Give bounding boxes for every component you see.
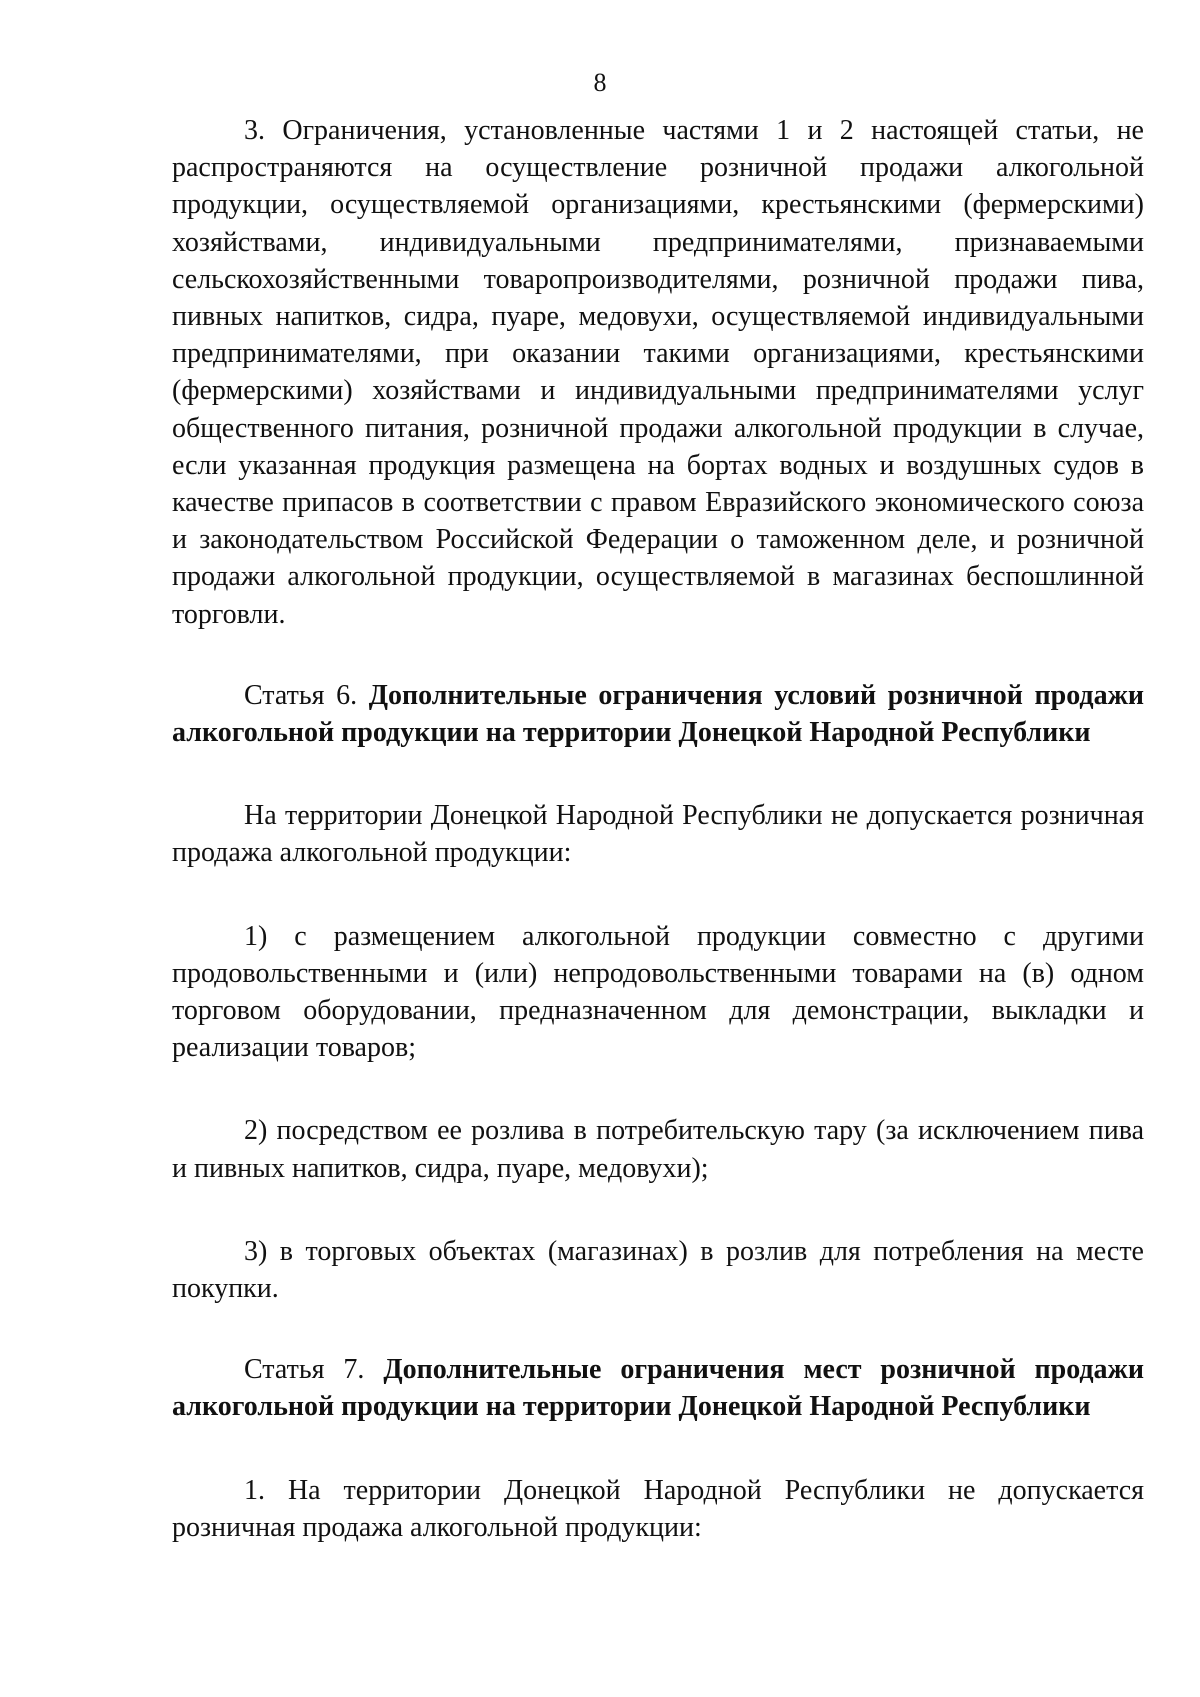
article-6-label: Статья 6.	[244, 679, 358, 711]
paragraph-article7-part1: 1. На территории Донецкой Народной Республики не допускается розничная продажа алкогольной продукции:	[172, 1474, 1144, 1543]
paragraph-article5-part3: 3. Ограничения, установленные частями 1 и 2 настоящей статьи, не распространяются на осуществление розничной продажи алкогольной продукции, осуществляемой организациями, крестьянскими (фермерскими) хозяйствами, индивидуальными предпринимателями, признаваемыми сельскохозяйственными товаропроизводителями, розничной продажи пива, пивных напитков, сидра, пуаре, медовухи, осуществляемой индивидуальными предпринимателями, при оказании такими организациями, крестьянскими (фермерскими) хозяйствами и индивидуальными предпринимателями услуг общественного питания, розничной продажи алкогольной продукции в случае, если указанная продукция размещена на бортах водных и воздушных судов в качестве припасов в соответствии с правом Евразийского экономического союза и законодательством Российской Федерации о таможенном деле, и розничной продажи алкогольной продукции, осуществляемой в магазинах беспошлинной торговли.	[172, 115, 1144, 630]
article-6-heading	[172, 677, 1144, 751]
article-7-title: Дополнительные ограничения мест розничной продажи алкогольной продукции на территории Донецкой Народной Республики	[172, 1354, 1144, 1423]
document-body	[172, 112, 1144, 1546]
list-item-3: 3) в торговых объектах (магазинах) в розлив для потребления на месте покупки.	[172, 1235, 1144, 1305]
article-7-heading	[172, 1351, 1144, 1425]
list-item-2: 2) посредством ее розлива в потребительскую тару (за исключением пива и пивных напитков, сидра, пуаре, медовухи);	[172, 1115, 1144, 1184]
article-7-label: Статья 7.	[244, 1354, 365, 1386]
page-number: 8	[593, 68, 607, 97]
list-item-1: 1) с размещением алкогольной продукции совместно с другими продовольственными и (или) непродовольственными товарами на (в) одном торговом оборудовании, предназначенном для демонстрации, выкладки и реализации товаров;	[172, 920, 1144, 1064]
paragraph-article6-intro: На территории Донецкой Народной Республики не допускается розничная продажа алкогольной продукции:	[172, 800, 1144, 869]
article-6-title: Дополнительные ограничения условий розничной продажи алкогольной продукции на территории Донецкой Народной Республики	[172, 679, 1144, 749]
